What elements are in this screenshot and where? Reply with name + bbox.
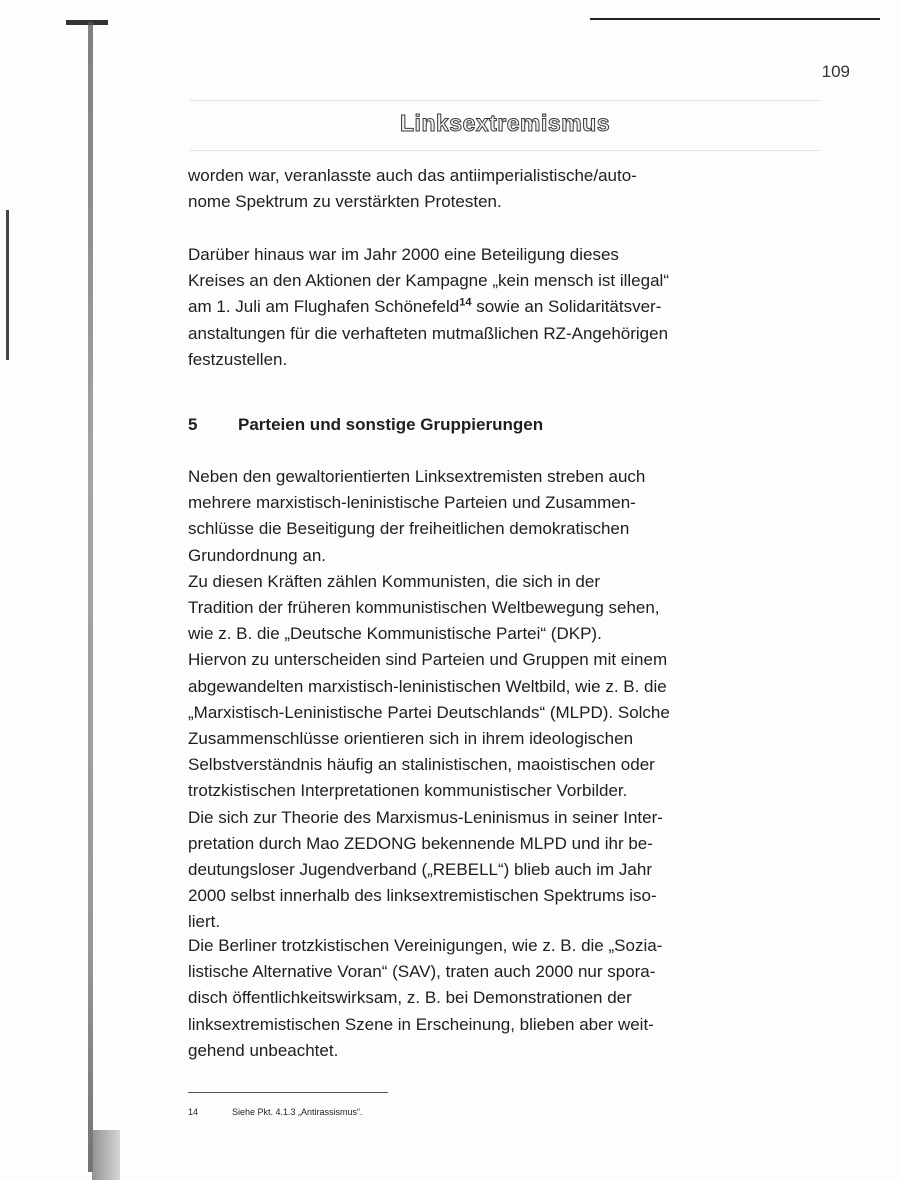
text-line: worden war, veranlasste auch das antiimperialistische/auto- (188, 166, 637, 185)
text-line: anstaltungen für die verhafteten mutmaßlichen RZ-Angehörigen (188, 323, 669, 343)
text-line: deutungsloser Jugendverband („REBELL“) blieb auch im Jahr (188, 860, 652, 880)
paragraph-3 (188, 464, 698, 936)
text-line: liert. (188, 912, 221, 932)
paragraph-1 (188, 163, 698, 215)
text-line: Die Berliner trotzkistischen Vereinigungen, wie z. B. die „Sozia- (188, 936, 663, 955)
paragraph-2 (188, 242, 698, 373)
section-heading (188, 412, 698, 438)
text-line: linksextremistischen Szene in Erscheinung, blieben aber weit- (188, 1014, 654, 1034)
text-line: Zu diesen Kräften zählen Kommunisten, die sich in der (188, 571, 601, 591)
text-line: schlüsse die Beseitigung der freiheitlichen demokratischen (188, 519, 630, 539)
scan-binding-mark (66, 20, 108, 25)
running-header: Linksextremismus (400, 110, 610, 136)
text-fragment: am 1. Juli am Flughafen Schönefeld (188, 297, 460, 317)
text-line: pretation durch Mao ZEDONG bekennende MLPD und ihr be- (188, 833, 653, 853)
text-line (188, 297, 661, 316)
text-line: Die sich zur Theorie des Marxismus-Leninismus in seiner Inter- (188, 807, 663, 827)
top-rule (590, 18, 880, 20)
footnote-reference[interactable]: 14 (459, 296, 472, 309)
footnote-text: Siehe Pkt. 4.1.3 „Antirassismus“. (232, 1107, 363, 1117)
page-number: 109 (821, 62, 850, 81)
text-fragment: sowie an Solidaritätsver- (471, 297, 662, 317)
text-line: Zusammenschlüsse orientieren sich in ihrem ideologischen (188, 729, 634, 749)
header-rule-top (190, 100, 820, 101)
text-line: mehrere marxistisch-leninistische Parteien und Zusammen- (188, 493, 636, 513)
section-title: Parteien und sonstige Gruppierungen (238, 415, 544, 434)
text-line: Neben den gewaltorientierten Linksextremisten streben auch (188, 467, 646, 486)
text-line: festzustellen. (188, 349, 288, 369)
scan-binding-shadow (88, 22, 93, 1172)
scan-edge-mark (6, 210, 9, 360)
text-line: wie z. B. die „Deutsche Kommunistische Partei“ (DKP). (188, 624, 602, 644)
paragraph-4 (188, 933, 698, 1064)
header-rule-bottom (190, 150, 820, 151)
text-line: Grundordnung an. (188, 545, 326, 565)
text-line: Darüber hinaus war im Jahr 2000 eine Beteiligung dieses (188, 245, 619, 264)
scan-binding-shadow-bottom (92, 1130, 120, 1180)
footnote (188, 1106, 363, 1118)
text-line: nome Spektrum zu verstärkten Protesten. (188, 192, 502, 212)
text-line: 2000 selbst innerhalb des linksextremistischen Spektrums iso- (188, 886, 657, 906)
text-line: Selbstverständnis häufig an stalinistischen, maoistischen oder (188, 755, 655, 775)
text-line: Tradition der früheren kommunistischen Weltbewegung sehen, (188, 598, 660, 618)
text-line: Kreises an den Aktionen der Kampagne „kein mensch ist illegal“ (188, 271, 669, 291)
text-line: listische Alternative Voran“ (SAV), traten auch 2000 nur spora- (188, 962, 656, 982)
text-line: Hiervon zu unterscheiden sind Parteien und Gruppen mit einem (188, 650, 668, 670)
section-number: 5 (188, 415, 198, 434)
text-line: disch öffentlichkeitswirksam, z. B. bei Demonstrationen der (188, 988, 632, 1008)
text-line: „Marxistisch-Leninistische Partei Deutschlands“ (MLPD). Solche (188, 702, 670, 722)
footnote-rule (188, 1092, 388, 1093)
text-line: trotzkistischen Interpretationen kommunistischer Vorbilder. (188, 781, 628, 801)
text-line: abgewandelten marxistisch-leninistischen Weltbild, wie z. B. die (188, 676, 667, 696)
text-line: gehend unbeachtet. (188, 1040, 339, 1060)
footnote-number: 14 (188, 1107, 199, 1117)
